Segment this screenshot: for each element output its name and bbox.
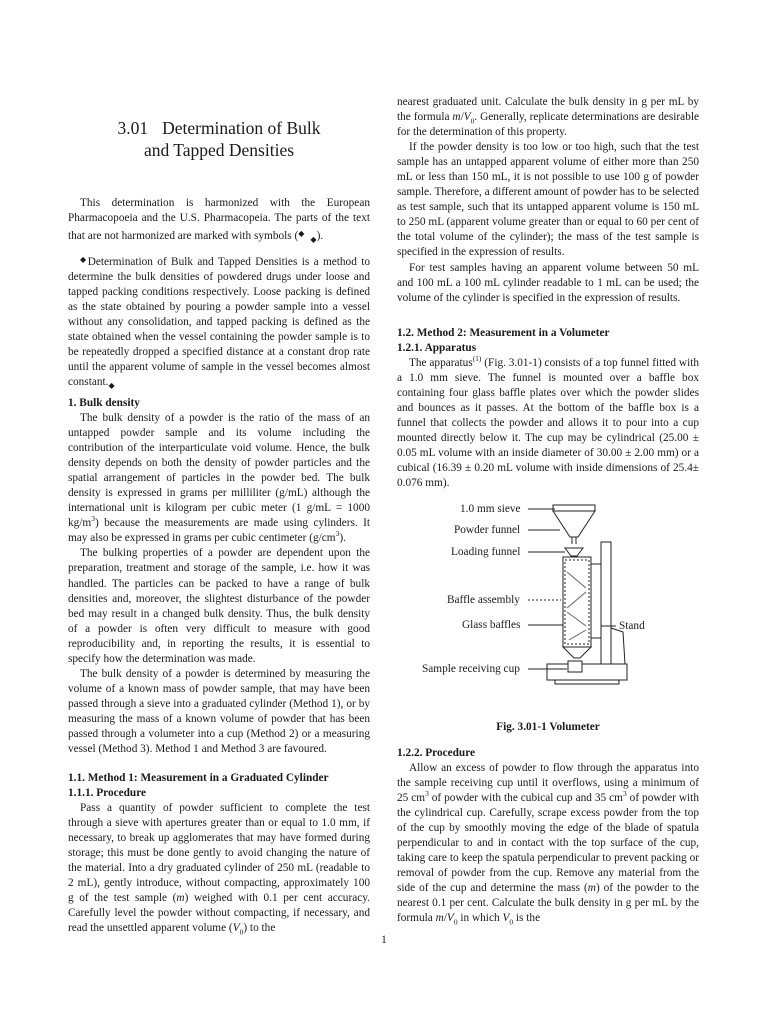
diamond-end-icon: ◆ [108, 381, 115, 391]
sieve-frame [553, 505, 595, 511]
baffle-box [563, 557, 591, 647]
label-loading-funnel: Loading funnel [451, 546, 521, 558]
small-cylinder-paragraph: For test samples having an apparent volume between 50 mL and 100 mL a 100 mL cylinder readable to 1 mL can be used; the volume of the cylinder is specified in the expression of results. [397, 261, 699, 304]
diamond-close-icon: ◆ [310, 235, 317, 245]
label-glass-baffles: Glass baffles [462, 619, 521, 631]
bottom-funnel [563, 647, 591, 658]
top-funnel [553, 511, 595, 537]
formula-paragraph: nearest graduated unit. Calculate the bulk density in g per mL by the formula $m/V_0$. Generally, replicate determinations are desirable for the determination of this property. [397, 96, 699, 139]
heading-bulk-density: 1. Bulk density [68, 397, 140, 409]
intro-paragraph: This determination is harmonized with the European Pharmacopoeia and the U.S. Pharmacopeia. The parts of the text that are not harmonized are marked with symbols $(^◆_◆)$. [68, 197, 370, 245]
loading-funnel [565, 548, 583, 556]
heading-method-1: 1.1. Method 1: Measurement in a Graduated Cylinder [68, 772, 329, 784]
bulk-density-body [68, 411, 370, 757]
stand-base [547, 664, 627, 680]
heading-apparatus: 1.2.1. Apparatus [397, 342, 477, 354]
heading-procedure-2: 1.2.2. Procedure [397, 747, 476, 759]
volumeter-drawing [397, 500, 699, 685]
figure-caption: Fig. 3.01-1 Volumeter [496, 721, 600, 733]
bulk-density-paragraph-2: The bulking properties of a powder are dependent upon the preparation, treatment and storage of the sample, i.e. how it was handled. The particles can be packed to have a range of bulk densities and, moreover, the slightest disturbance of the powder bed may result in a changed bulk density. Thus, the bulk density of a powder is often very difficult to measure with good reproducibility and, in reporting the results, it is essential to specify how the determination was made. [68, 547, 370, 665]
label-sample-cup: Sample receiving cup [422, 663, 520, 675]
page-number: 1 [381, 934, 387, 946]
bulk-density-paragraph-3: The bulk density of a powder is determined by measuring the volume of a known mass of powder sample, that may have been passed through a sieve into a graduated cylinder (Method 1), or by measuring the mass of a known volume of powder that has been passed through a volumeter into a cup (Method 2) or a measuring vessel (Method 3). Method 1 and Method 3 are favoured. [68, 667, 370, 756]
method-1-continued [397, 95, 699, 306]
section-number: 3.01 [117, 118, 149, 138]
section-title [68, 117, 370, 161]
sample-size-paragraph: If the powder density is too low or too high, such that the test sample has an untapped apparent volume of either more than 250 mL or less than 150 mL, it is not possible to use 100 g of powder sample. Therefore, a different amount of powder has to be selected as test sample, such that its untapped apparent volume is 150 mL to 250 mL (apparent volume greater than or equal to 60 per cent of the total volume of the cylinder); the mass of the test sample is specified in the expression of results. [397, 141, 699, 259]
apparatus-paragraph: The apparatus$^{(1)}$ (Fig. 3.01-1) consists of a top funnel fitted with a 1.0 mm sieve. The funnel is mounted over a baffle box containing four glass baffle plates over which the powder slides and bounces as it passes. At the bottom of the baffle box is a funnel that collects the powder and allows it to pour into a cup mounted directly below it. The cup may be cylindrical (25.00 ± 0.05 mL volume with an inside diameter of 30.00 ± 2.00 mm) or a cubical (16.39 ± 0.20 mL volume with inside dimensions of 25.4± 0.076 mm). [397, 354, 700, 490]
heading-method-2: 1.2. Method 2: Measurement in a Volumeter [397, 327, 610, 339]
label-baffle-assembly: Baffle assembly [447, 594, 520, 606]
bulk-density-paragraph-1: The bulk density of a powder is the ratio of the mass of an untapped powder sample and its volume including the contribution of the interparticulate void volume. Hence, the bulk density depends on both the density of powder particles and the spatial arrangement of particles in the powder bed. The bulk density is expressed in grams per milliliter (g/mL) although the international unit is kilogram per cubic meter (1 g/mL = 1000 $kg/m^3$) because the measurements are made using cylinders. It may also be expressed in grams per cubic centimeter $(g/cm^3)$. [68, 412, 370, 545]
procedure-2-paragraph: Allow an excess of powder to flow through the apparatus into the sample receiving cup until it overflows, using a minimum of 25 $cm^3$ of powder with the cubical cup and 35 $cm^3$ of powder with the cylindrical cup. Carefully, scrape excess powder from the top of the cup by smoothly moving the edge of the blade of spatula perpendicular to and in contact with the top surface of the cup, taking care to keep the spatula perpendicular to prevent packing or removal of powder from the cup. Remove any material from the side of the cup and determine the mass (m) of the powder to the nearest 0.1 per cent. Calculate the bulk density in g per mL by the formula $m/V_0$ in which $V_0$ is the [397, 762, 700, 927]
heading-procedure-1: 1.1.1. Procedure [68, 787, 147, 799]
stand-brace [611, 628, 625, 664]
title-line-1: Determination of Bulk [162, 118, 321, 138]
stand-post [601, 542, 611, 664]
label-stand: Stand [619, 620, 645, 632]
label-powder-funnel: Powder funnel [454, 524, 521, 536]
title-line-2: and Tapped Densities [143, 140, 295, 160]
volumeter-figure [397, 500, 699, 685]
label-sieve: 1.0 mm sieve [460, 503, 521, 515]
diamond-open-icon: ◆ [298, 229, 305, 239]
definition-paragraph: ◆Determination of Bulk and Tapped Densities is a method to determine the bulk densities of powdered drugs under loose and tapped packing conditions respectively. Loose packing is defined as the state obtained by pouring a powder sample into a vessel without any consolidation, and tapped packing is defined as the state obtained when the vessel containing the powder sample is to be repeatedly dropped a specified distance at a constant drop rate until the apparent volume of sample in the vessel becomes almost $constant._◆$ [68, 255, 370, 391]
sample-cup [568, 661, 582, 672]
diamond-start-icon: ◆ [80, 255, 88, 264]
procedure-1-paragraph: Pass a quantity of powder sufficient to complete the test through a sieve with apertures greater than or equal to 1.0 mm, if necessary, to break up agglomerates that may have formed during storage; this must be done gently to avoid changing the nature of the material. Into a dry graduated cylinder of 250 mL (readable to 2 mL), gently introduce, without compacting, approximately 100 g of the test sample (m) weighed with 0.1 per cent accuracy. Carefully level the powder without compacting, if necessary, and read the unsettled apparent volume $(V_0)$ to the [68, 802, 370, 937]
